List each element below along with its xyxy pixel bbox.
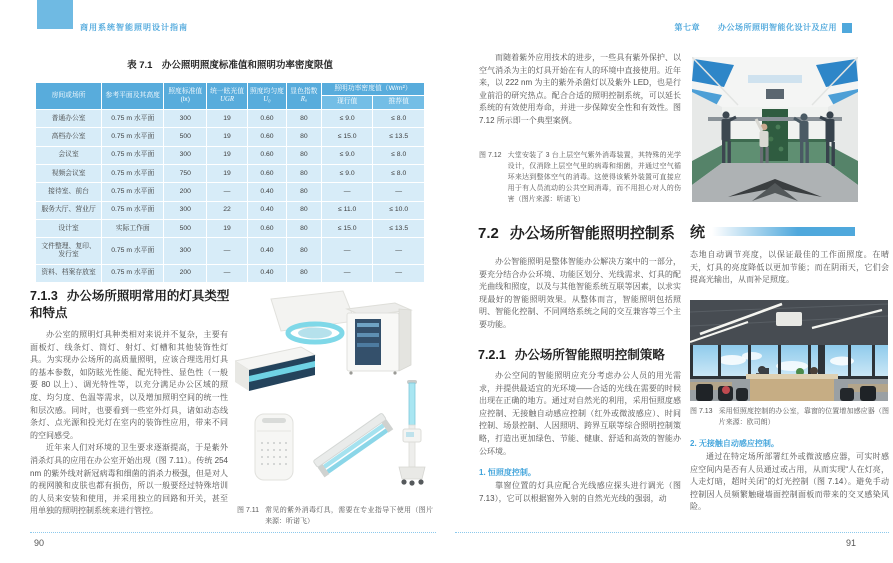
table-header-row — [36, 83, 425, 96]
footer-rule-left — [30, 532, 436, 533]
paragraph: 办公室的照明灯具种类相对来说并不复杂，主要有面板灯、线条灯、筒灯、射灯、灯槽和其他装饰性灯具。为实现办公场所的高质量照明，应该合理选用灯具的基本参数，如防眩光性能、配光特性、显色性（一般要 80 以上）、调光特性等，以充分满足办公区域的照度、均匀度、色温等需求，以及增加照明空间的统一性和层次感。同时，也要看到一些室外灯具，诸如动态线条灯、点光源和投光灯在室内的装饰性应用，带来不同的空间感受。 — [30, 330, 228, 440]
strategy-1-subheading: 1. 恒照度控制。 — [479, 468, 536, 477]
running-head-left: 商用系统智能照明设计指南 — [80, 23, 188, 32]
paragraph: 通过在特定场所部署红外或微波感应器，可实时感应空间内是否有人员通过或占用，从而实现“人在灯亮，人走灯暗，超时关闭”的灯光控制（图 7.14）。避免手动控制因人员频繁触碰墙面控制面板而带来的交叉感染风险。 — [690, 452, 889, 512]
section-7-2-1-heading: 7.2.1 办公场所智能照明控制策略 — [478, 348, 665, 362]
section-7-2-1-body — [479, 370, 681, 458]
figure-7-13-photo — [690, 300, 888, 401]
paragraph: 办公空间的智能照明应充分考虑办公人员的用光需求，并提供最适宜的光环境——合适的光线在需要的时候出现在正确的地方。通过对自然光的利用，采用恒照度感应控制、无接触自动感应控制（红外或微波感应）、时间控制、场景控制、人因照明、跨界互联等综合照明控制策略，打造出更加绿色、节能、健康、舒适和高效的智能办公环境。 — [479, 371, 681, 456]
table-row: 视频会议室 0.75 m 水平面 750 19 0.60 80 ≤ 9.0 ≤ 8.0 — [36, 165, 425, 183]
footer-rule-right — [455, 532, 889, 533]
paragraph: 办公智能照明是整体智能办公解决方案中的一部分，要充分结合办公环境、功能区划分、光线需求、灯具的配光曲线和照度，以及与其他智能系统互联等因素，以求实现最好的智能照明效果。从整体而言，智能照明包括照明、智能化控制、不同网络系统之间的交互兼容等三个主要功能。 — [479, 257, 681, 329]
uv-ceiling-fixture-image — [271, 291, 355, 342]
col-lpd-current: 现行值 — [321, 96, 373, 109]
section-7-2-heading-overflow: 统 — [690, 221, 855, 242]
table-row: 服务大厅、营业厅 0.75 m 水平面 300 22 0.40 80 ≤ 11.0 ≤ 10.0 — [36, 201, 425, 219]
uv-wall-fixture-image — [235, 347, 315, 391]
uv-trolley-lamp-image — [399, 380, 425, 486]
col-cri: 显色指数 Rₐ — [286, 83, 321, 110]
uv-cabinet-image — [347, 303, 411, 375]
col-room: 房间或场所 — [36, 83, 102, 110]
chapter-accent-square — [842, 23, 852, 33]
figure-7-11-caption: 图 7.11 常见的紫外消毒灯具，需要在专业指导下使用（图片来源：昕诺飞） — [237, 507, 433, 525]
table-row: 会议室 0.75 m 水平面 300 19 0.60 80 ≤ 9.0 ≤ 8.0 — [36, 146, 425, 164]
uv-progress-paragraph — [479, 52, 681, 128]
section-7-1-3-heading: 7.1.3 办公场所照明常用的灯具类型和特点 — [30, 289, 230, 321]
air-purifier-image — [255, 414, 293, 480]
chapter-title: 办公场所照明智能化设计及应用 — [718, 23, 837, 32]
paragraph: 靠窗位置的灯具应配合光线感应探头进行调光（图 7.13），它可以根据窗外入射的自然光光线的强弱，动 — [479, 481, 681, 503]
page-corner-accent — [37, 0, 73, 29]
col-lpd-recommended: 推荐值 — [373, 96, 425, 109]
running-head-right — [675, 22, 853, 33]
table-title: 表 7.1 办公照明照度标准值和照明功率密度限值 — [127, 60, 333, 71]
col-illuminance: 照度标准值 (lx) — [164, 83, 207, 110]
heading-gradient-bar — [712, 227, 855, 236]
col-uniformity: 照度均匀度 U₀ — [247, 83, 286, 110]
illuminance-standards-table — [35, 82, 425, 283]
table-row: 设计室 实际工作面 500 19 0.60 80 ≤ 15.0 ≤ 13.5 — [36, 220, 425, 238]
strategy-1-body — [479, 480, 681, 505]
section-7-2-heading: 7.2 办公场所智能照明控制系 — [478, 225, 675, 242]
strategy-2-body — [690, 451, 889, 514]
paragraph: 近年来人们对环境的卫生要求逐渐提高，于是紫外消杀灯具的应用在办公室开始出现（图 7.11）。传统 254 nm 的紫外线对新冠病毒和细菌的消杀力极强，但是对人的视网膜和皮肤也都有损伤，所以一般要经过特殊培训的人员来安装和使用，并采用独立的回路和开关，甚至用单独的照明控制系统来进行管控。 — [30, 443, 228, 516]
section-7-1-3-body — [30, 329, 228, 518]
page-number-right: 91 — [846, 538, 857, 548]
figure-7-12-caption: 图 7.12 大堂安装了 3 台上层空气紫外消毒装置，其特殊的光学设计，仅消除上层空气里的病毒和细菌，并通过空气循环来达到整体空气的消毒。这使得该紫外装置可直接应用于有人员流动的公共空间消毒，而不用担心对人的伤害（图片来源：昕诺飞） — [479, 152, 681, 203]
paragraph: 态地自动调节亮度，以保证最佳的工作面照度。在晴天，灯具的亮度降低以更加节能；而在阴雨天，它们会提高光输出，从而补足照度。 — [690, 250, 889, 285]
paragraph: 而随着紫外应用技术的进步，一些具有紫外保护、以空气消杀为主的灯具开始在有人的环境中直接使用。近年来，以 222 nm 为主的紫外杀菌灯以及紫外 LED，也是行业前沿的研究热点。配合合适的照明控制系统，可以延长系统的有效使用寿命，并进一步保障安全性和有效性。图 7.12 所示即一个典型案例。 — [479, 53, 681, 125]
figure-7-12-photo — [692, 57, 858, 202]
table-row: 文件整理、复印、发行室 0.75 m 水平面 300 — 0.40 80 — — — [36, 238, 425, 265]
table-row: 接待室、前台 0.75 m 水平面 200 — 0.40 80 — — — [36, 183, 425, 201]
table-row: 高档办公室 0.75 m 水平面 500 19 0.60 80 ≤ 15.0 ≤ 13.5 — [36, 128, 425, 146]
figure-7-13-caption: 图 7.13 采用恒照度控制的办公室，靠窗的位置增加感应器（图片来源：欧司朗） — [690, 408, 889, 426]
col-plane: 参考平面及其高度 — [102, 83, 164, 110]
col-lpd: 照明功率密度值（W/m²） — [321, 83, 424, 96]
section-7-2-body — [479, 256, 681, 332]
uv-tube-lamp-image — [313, 413, 393, 478]
table-row: 资料、档案存放室 0.75 m 水平面 200 — 0.40 80 — — — [36, 264, 425, 282]
page-number-left: 90 — [34, 538, 45, 548]
chapter-number: 第七章 — [674, 23, 700, 32]
table-row: 普通办公室 0.75 m 水平面 300 19 0.60 80 ≤ 9.0 ≤ 8.0 — [36, 109, 425, 127]
constant-illuminance-continued — [690, 249, 889, 287]
col-ugr: 统一眩光值 UGR — [207, 83, 248, 110]
strategy-2-subheading: 2. 无接触自动感应控制。 — [690, 439, 779, 448]
figure-7-11-image — [235, 283, 435, 501]
